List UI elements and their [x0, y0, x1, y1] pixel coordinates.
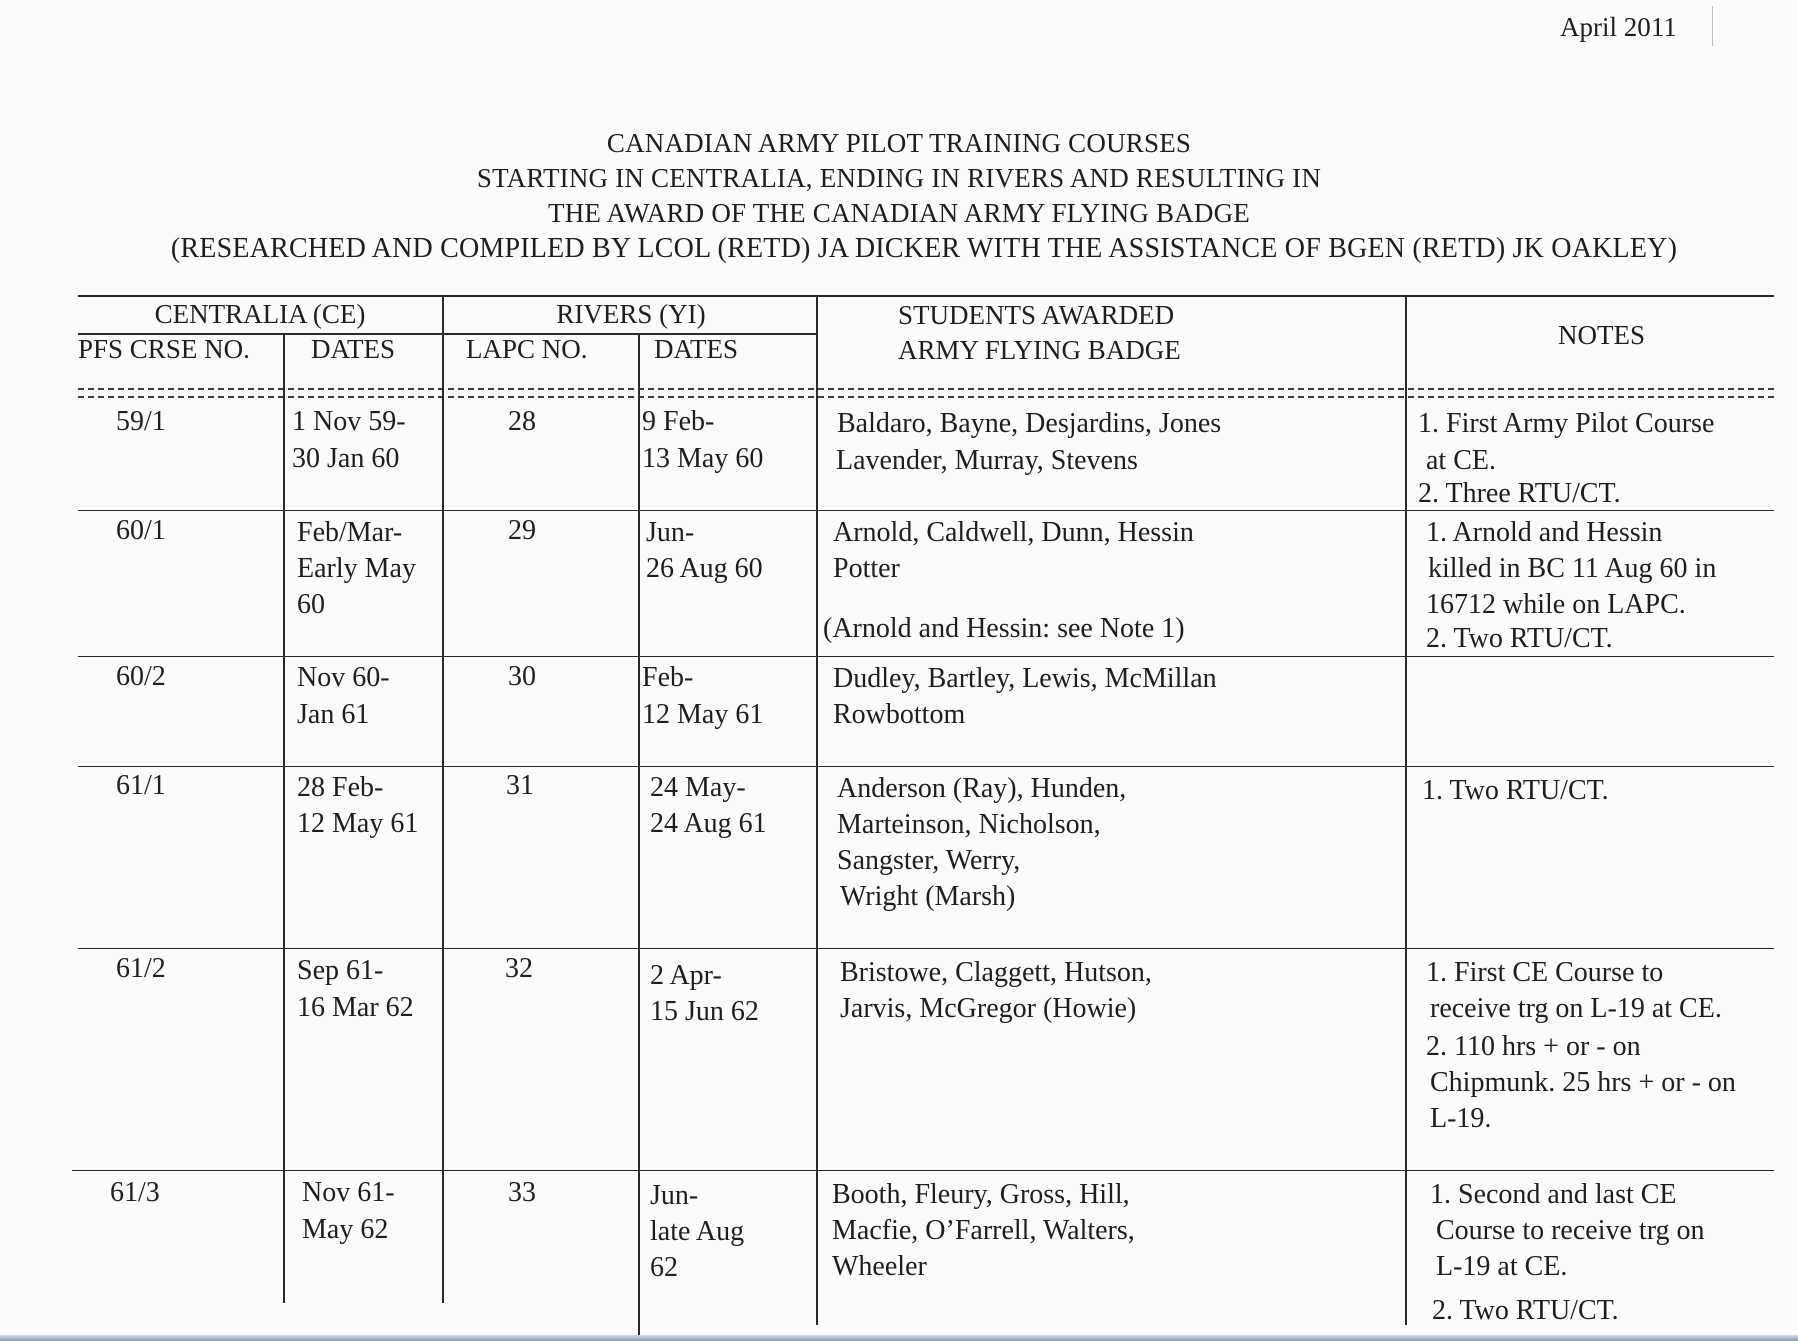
- row-6-students: Wheeler: [832, 1251, 927, 1282]
- row-2-yi-date: 26 Aug 60: [646, 553, 763, 584]
- col-rule-lapc: [638, 335, 640, 1335]
- row-5-note: 2. 110 hrs + or - on: [1426, 1031, 1641, 1062]
- row-4-students: Anderson (Ray), Hunden,: [837, 773, 1127, 804]
- row-2-pfs: 60/1: [116, 515, 166, 546]
- row-4-pfs: 61/1: [116, 770, 166, 801]
- yi-dates-header: DATES: [654, 334, 739, 364]
- header-line-3: THE AWARD OF THE CANADIAN ARMY FLYING BADGE: [548, 198, 1250, 228]
- row-2-ce-date: 60: [297, 589, 325, 620]
- col-rule-pfs: [283, 333, 285, 1303]
- document-header: [0, 126, 1798, 266]
- row-6-note: 2. Two RTU/CT.: [1432, 1295, 1619, 1326]
- row-5-ce-date: 16 Mar 62: [297, 992, 414, 1023]
- row-1-ce-date: 1 Nov 59-: [292, 406, 406, 437]
- row-5-note: 1. First CE Course to: [1426, 957, 1664, 988]
- header-line-4: (RESEARCHED AND COMPILED BY LCOL (RETD) JA DICKER WITH THE ASSISTANCE OF BGEN (RETD) JK OAKLEY): [170, 233, 1678, 264]
- row-2-students: (Arnold and Hessin: see Note 1): [823, 613, 1185, 644]
- row-6-yi-date: 62: [650, 1252, 678, 1283]
- students-header-line-1: STUDENTS AWARDED: [898, 300, 1175, 330]
- row-1-students: Baldaro, Bayne, Desjardins, Jones: [837, 408, 1222, 439]
- row-rule-5: [72, 1170, 1774, 1171]
- students-header-line-2: ARMY FLYING BADGE: [898, 335, 1181, 365]
- row-4-yi-date: 24 Aug 61: [650, 808, 767, 839]
- row-1-note: at CE.: [1426, 445, 1496, 476]
- row-2-note: 16712 while on LAPC.: [1426, 589, 1686, 620]
- row-4-ce-date: 12 May 61: [297, 808, 419, 839]
- row-2-students: Arnold, Caldwell, Dunn, Hessin: [833, 517, 1194, 548]
- row-6-students: Macfie, O’Farrell, Walters,: [832, 1215, 1135, 1246]
- col-rule-ce: [442, 295, 444, 1303]
- row-5-ce-date: Sep 61-: [297, 955, 384, 986]
- row-4-yi-date: 24 May-: [650, 772, 746, 803]
- row-4-students: Marteinson, Nicholson,: [837, 809, 1101, 840]
- row-4-students: Wright (Marsh): [840, 881, 1016, 912]
- header-line-2: STARTING IN CENTRALIA, ENDING IN RIVERS AND RESULTING IN: [476, 163, 1322, 193]
- centralia-header: CENTRALIA (CE): [154, 299, 366, 329]
- row-2-ce-date: Early May: [297, 553, 416, 584]
- row-1-note: 1. First Army Pilot Course: [1418, 408, 1715, 439]
- row-6-note: L-19 at CE.: [1436, 1251, 1568, 1282]
- row-1-pfs: 59/1: [116, 406, 166, 437]
- row-3-students: Dudley, Bartley, Lewis, McMillan: [833, 663, 1217, 694]
- row-6-lapc: 33: [508, 1177, 536, 1208]
- row-3-students: Rowbottom: [833, 699, 966, 730]
- row-4-students: Sangster, Werry,: [837, 845, 1021, 876]
- row-5-students: Bristowe, Claggett, Hutson,: [840, 957, 1152, 988]
- row-5-note: Chipmunk. 25 hrs + or - on: [1430, 1067, 1736, 1098]
- row-2-lapc: 29: [508, 515, 536, 546]
- row-5-yi-date: 2 Apr-: [650, 960, 722, 991]
- margin-rule: [1712, 6, 1713, 46]
- row-3-lapc: 30: [508, 661, 536, 692]
- notes-header: NOTES: [1558, 320, 1645, 350]
- scan-edge: [0, 1335, 1798, 1341]
- row-4-note: 1. Two RTU/CT.: [1422, 775, 1609, 806]
- row-3-ce-date: Nov 60-: [297, 662, 390, 693]
- row-1-lapc: 28: [508, 406, 536, 437]
- row-1-note: 2. Three RTU/CT.: [1418, 478, 1621, 509]
- row-5-note: receive trg on L-19 at CE.: [1430, 993, 1722, 1024]
- row-1-yi-date: 13 May 60: [642, 443, 764, 474]
- document-date: April 2011: [1560, 12, 1677, 42]
- row-5-pfs: 61/2: [116, 953, 166, 984]
- rivers-header: RIVERS (YI): [556, 299, 706, 329]
- row-4-lapc: 31: [506, 770, 534, 801]
- header-line-1: CANADIAN ARMY PILOT TRAINING COURSES: [606, 128, 1192, 158]
- row-5-students: Jarvis, McGregor (Howie): [840, 993, 1137, 1024]
- row-6-ce-date: May 62: [302, 1214, 389, 1245]
- row-1-students: Lavender, Murray, Stevens: [836, 445, 1138, 476]
- row-6-pfs: 61/3: [110, 1177, 160, 1208]
- row-2-note: 2. Two RTU/CT.: [1426, 623, 1613, 654]
- row-2-students: Potter: [833, 553, 900, 584]
- row-6-ce-date: Nov 61-: [302, 1177, 395, 1208]
- row-2-yi-date: Jun-: [646, 517, 695, 548]
- row-3-yi-date: Feb-: [642, 662, 694, 693]
- row-4-ce-date: 28 Feb-: [297, 772, 384, 803]
- row-6-note: Course to receive trg on: [1436, 1215, 1705, 1246]
- row-6-students: Booth, Fleury, Gross, Hill,: [832, 1179, 1130, 1210]
- pfs-crse-no-header: PFS CRSE NO.: [78, 334, 250, 364]
- header-dashed-rule: [78, 388, 1774, 390]
- row-6-yi-date: late Aug: [650, 1216, 745, 1247]
- row-rule-4: [78, 948, 1774, 949]
- row-6-note: 1. Second and last CE: [1430, 1179, 1677, 1210]
- row-rule-3: [78, 766, 1774, 767]
- row-3-ce-date: Jan 61: [297, 699, 370, 730]
- lapc-no-header: LAPC NO.: [466, 334, 588, 364]
- header-dashed-rule-2: [78, 396, 1774, 398]
- row-3-pfs: 60/2: [116, 661, 166, 692]
- row-2-note: 1. Arnold and Hessin: [1426, 517, 1663, 548]
- ce-dates-header: DATES: [311, 334, 396, 364]
- row-2-note: killed in BC 11 Aug 60 in: [1428, 553, 1717, 584]
- row-5-yi-date: 15 Jun 62: [650, 996, 759, 1027]
- row-6-yi-date: Jun-: [650, 1180, 699, 1211]
- row-5-lapc: 32: [505, 953, 533, 984]
- row-5-note: L-19.: [1430, 1103, 1492, 1134]
- row-1-yi-date: 9 Feb-: [642, 406, 715, 437]
- row-2-ce-date: Feb/Mar-: [297, 517, 403, 548]
- row-1-ce-date: 30 Jan 60: [292, 443, 400, 474]
- row-3-yi-date: 12 May 61: [642, 699, 764, 730]
